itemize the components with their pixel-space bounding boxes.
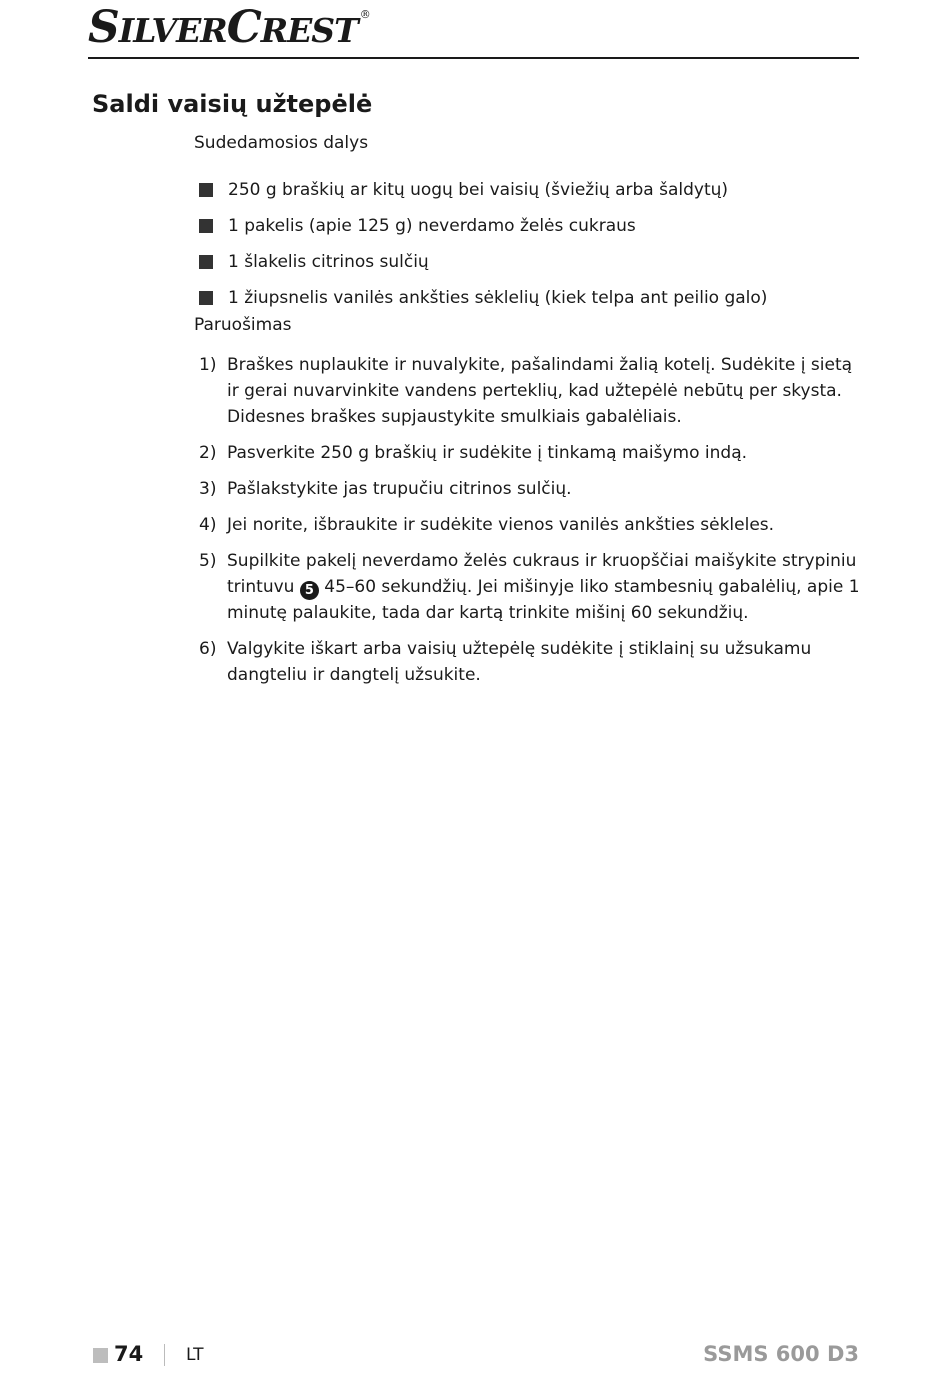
step-text-part: Supilkite pakelį neverdamo želės cukraus ir kruopščiai maišykite strypiniu trintuvu: [227, 551, 857, 597]
logo-letter-s: S: [88, 2, 119, 53]
step-text-part: 45–60 sekundžių. Jei mišinyje liko stambesnių gabalėlių, apie 1 minutę palaukite, tada dar kartą trinkite mišinį 60 sekundžių.: [227, 577, 860, 623]
step-text: Valgykite iškart arba vaisių užtepėlę sudėkite į stiklainį su užsukamu dangteliu ir dangtelį užsukite.: [227, 639, 812, 685]
ingredient-text: 250 g braškių ar kitų uogų bei vaisių (šviežių arba šaldytų): [228, 180, 729, 200]
logo-text-ilver: ILVER: [118, 11, 227, 50]
square-bullet-icon: [199, 183, 213, 197]
step-number: 1): [199, 355, 217, 375]
step-text: Pasverkite 250 g braškių ir sudėkite į tinkamą maišymo indą.: [227, 443, 748, 463]
step-text: Braškes nuplaukite ir nuvalykite, pašalindami žalią kotelį. Sudėkite į sietą ir gerai nuvarvinkite vandens perteklių, kad užtepėlė nebūtų per skysta. Didesnes braškes supjaustykite smulkiais gabalėliais.: [227, 355, 853, 427]
page-number: 74: [114, 1342, 144, 1366]
step-item: [199, 548, 864, 626]
step-item: [199, 476, 864, 502]
footer-divider: [164, 1344, 165, 1366]
step-number: 4): [199, 515, 217, 535]
page-footer: [0, 1342, 950, 1370]
step-number: 6): [199, 639, 217, 659]
square-bullet-icon: [199, 291, 213, 305]
ingredient-text: 1 pakelis (apie 125 g) neverdamo želės cukraus: [228, 216, 636, 236]
brand-logo: [88, 2, 370, 53]
ingredient-text: 1 žiupsnelis vanilės ankšties sėklelių (kiek telpa ant peilio galo): [228, 288, 768, 308]
ingredient-text: 1 šlakelis citrinos sulčių: [228, 252, 429, 272]
list-item: [199, 172, 767, 208]
list-item: [199, 280, 767, 316]
step-item: [199, 636, 864, 688]
header-rule: [88, 57, 859, 59]
step-text: Jei norite, išbraukite ir sudėkite vienos vanilės ankšties sėkleles.: [227, 515, 775, 535]
preparation-heading: Paruošimas: [194, 315, 292, 335]
step-text: Pašlakstykite jas trupučiu citrinos sulčių.: [227, 479, 572, 499]
ingredients-heading: Sudedamosios dalys: [194, 133, 369, 153]
preparation-steps: [199, 352, 864, 698]
step-number: 3): [199, 479, 217, 499]
list-item: [199, 244, 767, 280]
registered-mark: ®: [359, 8, 370, 21]
step-text: [227, 548, 864, 626]
logo-text-rest: REST: [260, 11, 358, 50]
step-item: [199, 440, 864, 466]
page-title: Saldi vaisių užtepėlė: [92, 90, 373, 118]
list-item: [199, 208, 767, 244]
footer-square-icon: [93, 1348, 108, 1363]
step-item: [199, 352, 864, 430]
logo-letter-c: C: [226, 2, 261, 53]
square-bullet-icon: [199, 219, 213, 233]
model-number: SSMS 600 D3: [703, 1342, 859, 1366]
language-code: LT: [186, 1345, 204, 1365]
step-number: 2): [199, 443, 217, 463]
ingredients-list: [199, 172, 767, 316]
square-bullet-icon: [199, 255, 213, 269]
part-reference-5-icon: 5: [300, 581, 319, 600]
step-item: [199, 512, 864, 538]
step-number: 5): [199, 551, 217, 571]
